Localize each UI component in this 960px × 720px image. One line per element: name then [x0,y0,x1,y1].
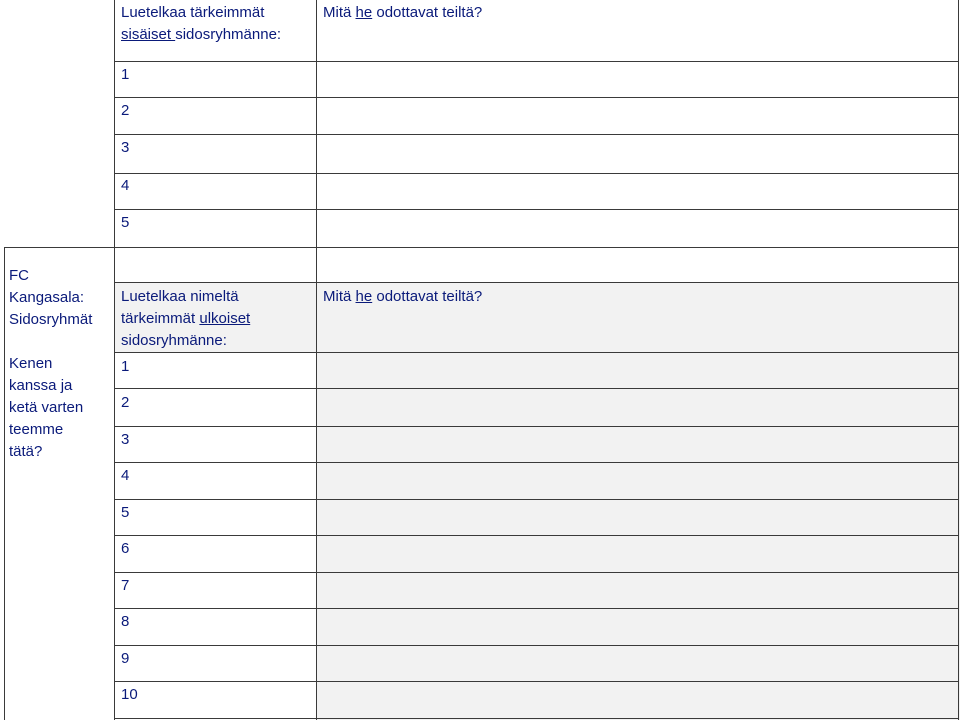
bottom-row-number: 1 [121,358,130,375]
top-right-header-underlined: he [355,4,373,21]
rule-h-top-header [114,61,959,62]
rule-h-bottom-end [114,718,959,719]
bottom-right-header-suffix: odottavat teiltä? [372,288,483,305]
side-question-line4: teemme [9,421,64,438]
side-question [9,353,83,463]
bottom-row-number: 10 [121,686,138,703]
rule-h-bottom-row1 [114,388,959,389]
bottom-row-number: 5 [121,504,130,521]
top-left-header-line1: Luetelkaa tärkeimmät [121,4,265,21]
rule-v-col1 [114,0,115,720]
top-row-number: 4 [121,177,130,194]
bottom-left-header-line3: sidosryhmänne: [121,332,227,349]
rule-h-section-split [4,247,959,248]
rule-h-bottom-row9 [114,681,959,682]
side-question-line2: kanssa ja [9,377,73,394]
rule-h-top-row2 [114,134,959,135]
bottom-right-header [323,286,482,308]
top-left-header [121,2,281,46]
rule-v-left-outer [4,248,5,720]
bottom-row-number: 7 [121,577,130,594]
rule-h-bottom-row8 [114,645,959,646]
bottom-row-number: 3 [121,431,130,448]
rule-v-right [958,0,959,720]
bottom-row-number: 4 [121,467,130,484]
bottom-right-header-underlined: he [355,288,373,305]
bottom-row-number: 2 [121,394,130,411]
side-title-line2: Kangasala: [9,289,85,306]
top-right-header-suffix: odottavat teiltä? [372,4,483,21]
top-left-header-rest: sidosryhmänne: [175,26,282,43]
bottom-left-header-line1: Luetelkaa nimeltä [121,288,239,305]
top-row-number: 3 [121,139,130,156]
header-shade-right [317,282,960,720]
top-left-header-line2 [121,24,281,46]
rule-h-bottom-row4 [114,499,959,500]
rule-h-bottom-headrow [114,352,959,353]
side-title [9,265,92,331]
rule-h-bottom-row6 [114,572,959,573]
bottom-left-header-line2 [121,308,250,330]
bottom-row-number: 8 [121,613,130,630]
side-title-line3: Sidosryhmät [9,311,93,328]
bottom-row-number: 9 [121,650,130,667]
top-row-number: 2 [121,102,130,119]
rule-h-top-row3 [114,173,959,174]
side-question-line1: Kenen [9,355,53,372]
rule-h-bottom-row5 [114,535,959,536]
rule-h-top-row4 [114,209,959,210]
rule-v-col2 [316,0,317,720]
top-right-header [323,2,482,24]
bottom-left-header-plain: tärkeimmät [121,310,200,327]
bottom-row-number: 6 [121,540,130,557]
top-row-number: 1 [121,66,130,83]
rule-h-bottom-row3 [114,462,959,463]
top-left-header-underlined: sisäiset [121,26,176,43]
top-row-number: 5 [121,214,130,231]
side-title-line1: FC [9,267,29,284]
rule-h-bottom-row2 [114,426,959,427]
side-question-line5: tätä? [9,443,43,460]
bottom-right-header-prefix: Mitä [323,288,356,305]
bottom-left-header-underlined: ulkoiset [199,310,251,327]
rule-h-bottom-header [114,282,959,283]
side-question-line3: ketä varten [9,399,84,416]
top-right-header-prefix: Mitä [323,4,356,21]
rule-h-bottom-row7 [114,608,959,609]
rule-h-top-row1 [114,97,959,98]
bottom-left-header [121,286,250,352]
